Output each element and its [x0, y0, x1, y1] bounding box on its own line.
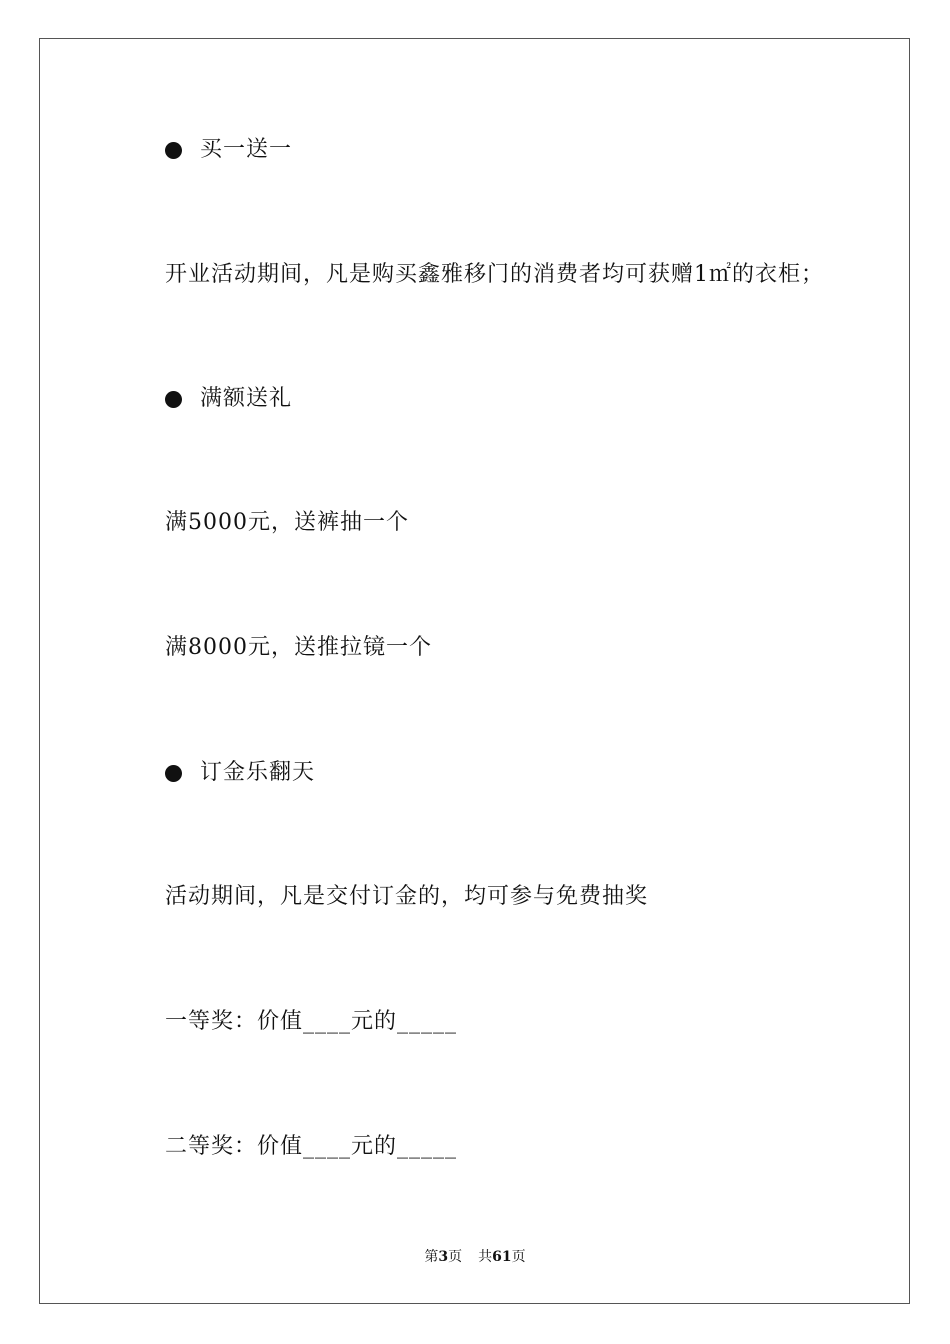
paragraph-second-prize: 二等奖：价值____元的_____: [165, 1134, 458, 1159]
paragraph-spend-5000: 满5000元，送裤抽一个: [165, 510, 409, 535]
section-heading-buy-one-get-one: [165, 135, 292, 165]
heading-text: 买一送一: [200, 137, 293, 162]
section-heading-deposit: [165, 758, 315, 788]
page-number: 3: [438, 1249, 449, 1265]
paragraph-first-prize: 一等奖：价值____元的_____: [165, 1009, 458, 1034]
page-footer: [0, 1247, 950, 1267]
page-border: [39, 38, 910, 1304]
bullet-icon: [165, 765, 182, 782]
paragraph-deposit-lottery: 活动期间，凡是交付订金的，均可参与免费抽奖: [165, 884, 649, 909]
total-prefix: 共: [478, 1249, 493, 1265]
heading-text: 满额送礼: [200, 386, 293, 411]
paragraph-spend-8000: 满8000元，送推拉镜一个: [165, 635, 432, 660]
total-pages: 61: [492, 1249, 512, 1265]
total-suffix: 页: [511, 1249, 526, 1265]
bullet-icon: [165, 391, 182, 408]
section-heading-spend-gift: [165, 384, 292, 414]
page-suffix: 页: [448, 1249, 463, 1265]
heading-text: 订金乐翻天: [200, 760, 316, 785]
page-prefix: 第: [424, 1249, 439, 1265]
paragraph-buy-one-get-one: 开业活动期间，凡是购买鑫雅移门的消费者均可获赠1㎡的衣柜；: [165, 262, 824, 287]
bullet-icon: [165, 142, 182, 159]
